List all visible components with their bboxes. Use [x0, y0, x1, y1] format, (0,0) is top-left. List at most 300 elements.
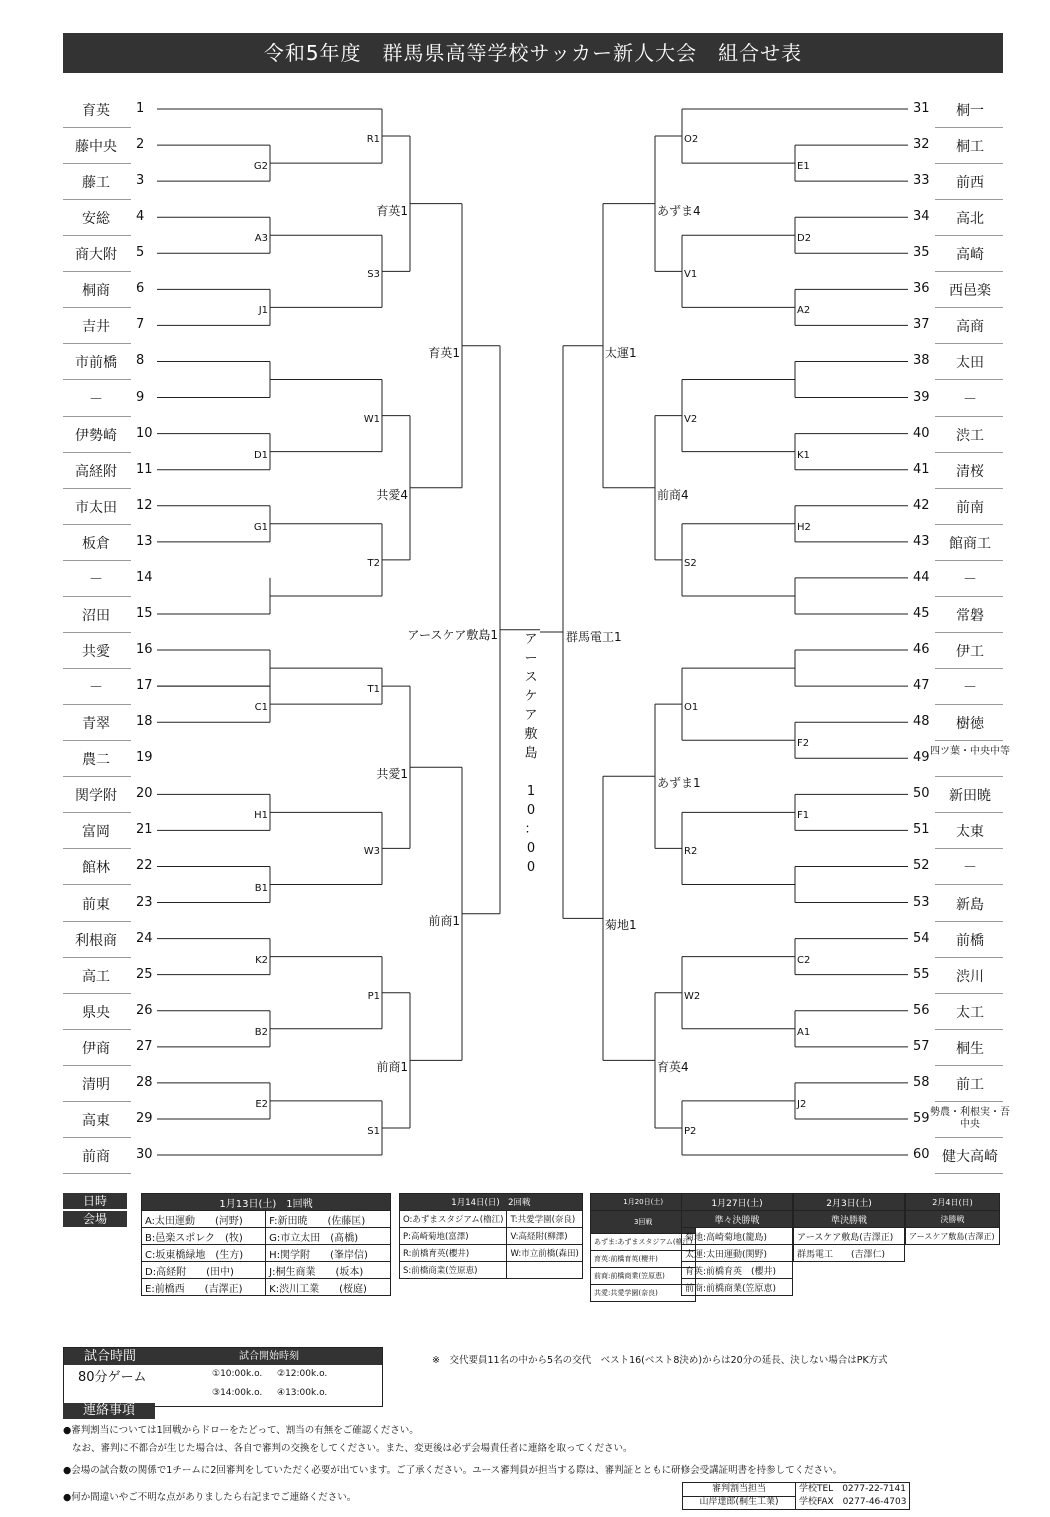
seed-number: 5: [136, 245, 145, 261]
team-name-left: －: [89, 571, 103, 588]
team-name-right: 西邑楽: [949, 283, 991, 300]
match-label-r2: W3: [363, 846, 380, 858]
day4-header: 1月27日(土): [682, 1194, 793, 1211]
team-name-right: 四ツ葉・中央中等: [930, 746, 1010, 758]
seed-number: 47: [913, 678, 930, 694]
venue-cell: R:前橋育英(櫻井): [400, 1245, 507, 1262]
row-separator: [935, 127, 1003, 128]
seed-number: 34: [913, 209, 930, 225]
final-time-char: ：: [524, 822, 538, 837]
match-label-r1: J1: [258, 305, 268, 317]
seed-number: 32: [913, 137, 930, 153]
seed-number: 2: [136, 137, 145, 153]
row-separator: [935, 488, 1003, 489]
row-separator: [935, 1029, 1003, 1030]
team-name-left: 富岡: [82, 824, 110, 841]
match-time-label: 試合時間: [64, 1348, 156, 1365]
row-separator: [935, 452, 1003, 453]
day6-header: 2月4日(日): [906, 1194, 1000, 1211]
row-separator: [63, 235, 131, 236]
row-separator: [63, 1065, 131, 1066]
venue-cell: C:坂東橋緑地 (生方): [142, 1245, 266, 1262]
team-name-right: 高北: [956, 211, 984, 228]
venue-cell: 育英:前橋育英 (櫻井): [682, 1262, 793, 1279]
note-line: ●会場の試合数の関係で1チームに2回審判をしていただく必要が出ています。ご了承ください。ユース審判員が担当する際は、審判証とともに研修会受講証明書を持参してください。: [63, 1465, 843, 1476]
match-label-r3: 共愛4: [376, 487, 408, 502]
row-separator: [63, 1029, 131, 1030]
match-duration: 80分ゲーム: [78, 1370, 147, 1385]
team-name-right: －: [963, 391, 977, 408]
row-separator: [63, 993, 131, 994]
team-name-left: 前東: [82, 896, 110, 913]
team-name-left: 農二: [82, 752, 110, 769]
day2-header: 1月14日(日) 2回戦: [400, 1194, 583, 1211]
seed-number: 11: [136, 461, 153, 477]
team-name-right: 高商: [956, 319, 984, 336]
team-name-left: －: [89, 680, 103, 697]
team-name-right: 太田: [956, 355, 984, 372]
contact-header: 連絡事項: [63, 1403, 155, 1419]
venue-cell: G:市立太田 (髙橋): [266, 1228, 391, 1245]
venue-cell: H:関学附 (峯岸信): [266, 1245, 391, 1262]
note-line: ●審判割当については1回戦からドローをたどって、割当の有無をご確認ください。: [63, 1425, 419, 1436]
final-venue-char: ア: [524, 632, 538, 647]
row-separator: [63, 776, 131, 777]
row-separator: [935, 524, 1003, 525]
schedule-day1: [141, 1193, 391, 1296]
row-separator: [63, 199, 131, 200]
team-name-left: 利根商: [75, 932, 117, 949]
venue-cell: O:あずまスタジアム(櫓江): [400, 1211, 507, 1228]
venue-cell: 育英:前橋育英(櫻井): [591, 1251, 696, 1268]
schedule-day6: [905, 1193, 1000, 1245]
final-venue-vertical: [520, 630, 542, 877]
team-name-right: 桐工: [956, 139, 984, 156]
seed-number: 49: [913, 750, 930, 766]
match-label-r2: O1: [684, 702, 699, 714]
seed-number: 30: [136, 1147, 153, 1163]
row-separator: [935, 884, 1003, 885]
team-name-right: 前西: [956, 175, 984, 192]
row-separator: [63, 704, 131, 705]
seed-number: 40: [913, 425, 930, 441]
team-name-right: 桐生: [956, 1040, 984, 1057]
row-separator: [935, 271, 1003, 272]
team-name-left: 桐商: [82, 283, 110, 300]
match-label-r3: あずま1: [657, 776, 701, 791]
venue-cell: E:前橋西 (吉澤正): [142, 1279, 266, 1296]
match-label-r2: V2: [684, 413, 698, 425]
seed-number: 14: [136, 569, 153, 585]
venue-cell: T:共愛学園(奈良): [507, 1211, 582, 1228]
row-separator: [63, 957, 131, 958]
team-name-right: 伊工: [956, 644, 984, 661]
venue-cell: K:渋川工業 (桜庭): [266, 1279, 391, 1296]
seed-number: 59: [913, 1110, 930, 1126]
final-venue-char: ケ: [524, 689, 538, 704]
seed-number: 13: [136, 533, 153, 549]
kickoff-slot: ①10:00k.o.: [212, 1369, 263, 1379]
row-separator: [935, 560, 1003, 561]
team-name-right: 渋川: [956, 968, 984, 985]
row-separator: [935, 1101, 1003, 1102]
seed-number: 36: [913, 281, 930, 297]
team-name-left: 伊勢崎: [75, 427, 117, 444]
team-name-right: 常磐: [956, 607, 984, 624]
seed-number: 45: [913, 605, 930, 621]
team-name-right: 前工: [956, 1076, 984, 1093]
seed-number: 58: [913, 1074, 930, 1090]
match-label-r3: 前商1: [376, 1060, 408, 1075]
semifinal-label-right: 群馬電工1: [566, 630, 622, 644]
row-separator: [63, 632, 131, 633]
seed-number: 43: [913, 533, 930, 549]
substitution-note: ※ 交代要員11名の中から5名の交代 ベスト16(ベスト8決め)からは20分の延長、決しない場合はPK方式: [432, 1355, 888, 1366]
seed-number: 24: [136, 930, 153, 946]
team-name-left: 藤工: [82, 175, 110, 192]
row-separator: [935, 632, 1003, 633]
team-name-right: 勢農・利根実・吾中央: [930, 1106, 1010, 1130]
seed-number: 21: [136, 822, 153, 838]
team-name-left: 安総: [82, 211, 110, 228]
team-name-right: －: [963, 680, 977, 697]
match-label-r2: W2: [684, 990, 701, 1002]
team-name-left: 沼田: [82, 607, 110, 624]
match-label-r2: O2: [684, 134, 699, 146]
venue-cell: 群馬電工 (吉澤仁): [794, 1245, 905, 1262]
row-separator: [935, 740, 1003, 741]
match-label-r1: D1: [253, 449, 268, 461]
team-name-left: 県央: [82, 1004, 110, 1021]
seed-number: 60: [913, 1147, 930, 1163]
seed-number: 19: [136, 750, 153, 766]
match-label-r2: T2: [367, 557, 380, 569]
seed-number: 27: [136, 1038, 153, 1054]
match-label-r1: D2: [797, 233, 812, 245]
date-label: 日時: [63, 1193, 127, 1209]
row-separator: [935, 416, 1003, 417]
row-separator: [63, 848, 131, 849]
venue-cell: J:桐生商業 (坂本): [266, 1262, 391, 1279]
row-separator: [63, 379, 131, 380]
team-name-right: 館商工: [949, 535, 991, 552]
seed-number: 29: [136, 1110, 153, 1126]
team-name-left: 高東: [82, 1112, 110, 1129]
seed-number: 56: [913, 1002, 930, 1018]
row-separator: [63, 452, 131, 453]
team-name-left: 関学附: [75, 788, 117, 805]
seed-number: 50: [913, 786, 930, 802]
team-name-right: 清桜: [956, 463, 984, 480]
team-name-right: 新田暁: [949, 788, 991, 805]
team-name-right: 渋工: [956, 427, 984, 444]
final-time-char: 0: [526, 841, 536, 856]
seed-number: 54: [913, 930, 930, 946]
seed-number: 9: [136, 389, 145, 405]
match-label-r2: S2: [684, 557, 697, 569]
final-venue-char: 島: [524, 746, 538, 761]
match-label-r3: あずま4: [657, 203, 701, 218]
match-label-r2: R1: [366, 134, 380, 146]
match-label-r1: F2: [797, 738, 810, 750]
team-name-right: 健大高崎: [942, 1149, 998, 1166]
seed-number: 16: [136, 642, 153, 658]
team-name-right: －: [963, 860, 977, 877]
row-separator: [63, 524, 131, 525]
final-time-char: 0: [526, 803, 536, 818]
row-separator: [63, 343, 131, 344]
venue-cell: アースケア敷島(吉澤正): [794, 1228, 905, 1245]
seed-number: 26: [136, 1002, 153, 1018]
match-label-r2: S3: [367, 269, 380, 281]
semifinal-label-left: アースケア敷島1: [407, 627, 498, 642]
seed-number: 28: [136, 1074, 153, 1090]
day4-sub: 準々決勝戦: [682, 1211, 793, 1228]
row-separator: [63, 668, 131, 669]
row-separator: [935, 668, 1003, 669]
seed-number: 1: [136, 101, 145, 116]
team-name-right: 前南: [956, 499, 984, 516]
row-separator: [935, 848, 1003, 849]
seed-number: 46: [913, 642, 930, 658]
match-label-r1: A3: [254, 233, 268, 245]
match-label-r1: G2: [253, 161, 268, 173]
seed-number: 35: [913, 245, 930, 261]
team-name-right: 太東: [956, 824, 984, 841]
row-separator: [63, 560, 131, 561]
team-name-right: 新島: [956, 896, 984, 913]
row-separator: [63, 596, 131, 597]
match-label-r4: 太運1: [605, 345, 637, 360]
match-label-r1: K1: [797, 449, 810, 461]
note-line: なお、審判に不都合が生じた場合は、各自で審判の交換をしてください。また、変更後は必ず会場責任者に連絡を取ってください。: [72, 1443, 633, 1454]
seed-number: 39: [913, 389, 930, 405]
team-name-right: 樹徳: [956, 716, 984, 733]
venue-cell: A:太田運動 (河野): [142, 1211, 266, 1228]
row-separator: [935, 1137, 1003, 1138]
venue-label: 会場: [63, 1211, 127, 1227]
seed-number: 6: [136, 281, 145, 297]
match-label-r3: 育英4: [657, 1060, 689, 1075]
row-separator: [63, 884, 131, 885]
day6-sub: 決勝戦: [906, 1211, 1000, 1228]
match-label-r1: E2: [255, 1098, 268, 1110]
seed-number: 33: [913, 173, 930, 189]
seed-number: 42: [913, 497, 930, 513]
schedule-day5: [793, 1193, 905, 1262]
team-name-left: 青翠: [82, 716, 110, 733]
team-name-left: 前商: [82, 1149, 110, 1166]
seed-number: 48: [913, 714, 930, 730]
team-name-left: 伊商: [82, 1040, 110, 1057]
day5-sub: 準決勝戦: [794, 1211, 905, 1228]
row-separator: [935, 379, 1003, 380]
seed-number: 8: [136, 353, 145, 369]
venue-cell: アースケア敷島(吉澤正): [906, 1228, 1000, 1245]
row-separator: [935, 1065, 1003, 1066]
seed-number: 17: [136, 678, 153, 694]
row-separator: [935, 307, 1003, 308]
match-label-r1: B1: [254, 882, 268, 894]
row-separator: [935, 993, 1003, 994]
match-label-r1: F1: [797, 810, 810, 822]
venue-cell: あずま:あずまスタジアム(櫓江): [591, 1234, 696, 1251]
day1-header: 1月13日(土) 1回戦: [142, 1194, 391, 1211]
venue-cell: B:邑楽スポレク (牧): [142, 1228, 266, 1245]
seed-number: 41: [913, 461, 930, 477]
seed-number: 22: [136, 858, 153, 874]
match-label-r3: 育英1: [376, 203, 408, 218]
team-name-left: 高経附: [75, 463, 117, 480]
team-name-right: －: [963, 571, 977, 588]
final-time-char: 1: [526, 784, 536, 799]
match-label-r1: A2: [797, 305, 811, 317]
match-label-r1: B2: [254, 1026, 268, 1038]
seed-number: 37: [913, 317, 930, 333]
referee-contact-box: [682, 1482, 910, 1510]
match-label-r1: G1: [253, 521, 268, 533]
final-venue-char: ス: [524, 670, 538, 685]
day3-header: 1月20日(土): [591, 1194, 696, 1211]
team-name-left: 商大附: [75, 247, 117, 264]
team-name-left: 板倉: [82, 535, 110, 552]
row-separator: [935, 343, 1003, 344]
team-name-right: 前橋: [956, 932, 984, 949]
row-separator: [935, 235, 1003, 236]
seed-number: 55: [913, 966, 930, 982]
team-name-left: 育英: [82, 103, 110, 119]
team-name-left: 高工: [82, 968, 110, 985]
kickoff-slot: ③14:00k.o.: [212, 1388, 263, 1398]
row-separator: [63, 307, 131, 308]
row-separator: [63, 1173, 131, 1174]
referee-contact-fax: 学校FAX 0277-46-4703: [799, 1497, 907, 1507]
team-name-right: 桐一: [956, 103, 984, 119]
seed-number: 4: [136, 209, 145, 225]
row-separator: [63, 488, 131, 489]
seed-number: 23: [136, 894, 153, 910]
final-time-char: 0: [526, 860, 536, 875]
seed-number: 52: [913, 858, 930, 874]
seed-number: 18: [136, 714, 153, 730]
match-label-r1: E1: [797, 161, 810, 173]
venue-cell: 前商:前橋商業(笠原恵): [682, 1279, 793, 1296]
match-label-r2: P2: [684, 1125, 697, 1137]
seed-number: 7: [136, 317, 145, 333]
team-name-left: 清明: [82, 1076, 110, 1093]
team-name-left: 市前橋: [75, 355, 117, 372]
seed-number: 44: [913, 569, 930, 585]
match-label-r1: H2: [797, 521, 811, 533]
row-separator: [935, 163, 1003, 164]
venue-cell: W:市立前橋(森田): [507, 1245, 582, 1262]
venue-cell: F:新田暁 (佐藤匡): [266, 1211, 391, 1228]
row-separator: [63, 1137, 131, 1138]
seed-number: 51: [913, 822, 930, 838]
final-venue-char: ー: [524, 651, 538, 666]
venue-cell: 太運:太田運動(関野): [682, 1245, 793, 1262]
row-separator: [935, 957, 1003, 958]
team-name-left: 吉井: [82, 319, 110, 336]
match-label-r4: 育英1: [428, 345, 460, 360]
seed-number: 38: [913, 353, 930, 369]
venue-cell: 前商:前橋商業(笠原恵): [591, 1268, 696, 1285]
row-separator: [935, 776, 1003, 777]
match-label-r2: S1: [367, 1125, 380, 1137]
venue-cell: 菊地:高崎菊地(籠島): [682, 1228, 793, 1245]
match-label-r1: C1: [254, 702, 268, 714]
venue-cell: 共愛:共愛学園(奈良): [591, 1285, 696, 1302]
match-label-r2: T1: [367, 684, 380, 696]
schedule-day2: [399, 1193, 583, 1279]
seed-number: 10: [136, 425, 153, 441]
match-label-r1: J2: [797, 1098, 807, 1110]
match-label-r2: R2: [684, 846, 698, 858]
row-separator: [63, 127, 131, 128]
team-name-right: 太工: [956, 1004, 984, 1021]
match-label-r3: 前商4: [657, 487, 689, 502]
venue-cell: P:高崎菊地(富澤): [400, 1228, 507, 1245]
seed-number: 15: [136, 605, 153, 621]
venue-cell: D:高経附 (田中): [142, 1262, 266, 1279]
venue-cell: S:前橋商業(笠原恵): [400, 1262, 507, 1279]
match-label-r3: 共愛1: [376, 767, 408, 782]
row-separator: [63, 271, 131, 272]
match-label-r2: P1: [367, 990, 380, 1002]
team-name-right: 高崎: [956, 247, 984, 264]
seed-number: 25: [136, 966, 153, 982]
team-name-left: －: [89, 391, 103, 408]
day3-sub: 3回戦: [591, 1211, 696, 1234]
note-line: ●何か間違いやご不明な点がありましたら右記までご連絡ください。: [63, 1492, 357, 1503]
team-name-left: 藤中央: [75, 139, 117, 156]
final-venue-char: ア: [524, 708, 538, 723]
team-name-left: 館林: [82, 860, 110, 877]
match-label-r4: 前商1: [428, 913, 460, 928]
page-title: 令和5年度 群馬県高等学校サッカー新人大会 組合せ表: [63, 33, 1003, 73]
referee-contact-title: 審判割当担当: [683, 1483, 796, 1497]
match-label-r4: 菊地1: [605, 918, 637, 933]
seed-number: 3: [136, 173, 145, 189]
row-separator: [935, 199, 1003, 200]
day5-header: 2月3日(土): [794, 1194, 905, 1211]
schedule-day4: [681, 1193, 793, 1296]
seed-number: 57: [913, 1038, 930, 1054]
row-separator: [63, 740, 131, 741]
row-separator: [935, 1173, 1003, 1174]
row-separator: [63, 163, 131, 164]
match-label-r1: A1: [797, 1026, 811, 1038]
seed-number: 20: [136, 786, 153, 802]
match-label-r1: C2: [797, 954, 811, 966]
row-separator: [935, 596, 1003, 597]
kickoff-slot: ②12:00k.o.: [277, 1369, 328, 1379]
row-separator: [63, 1101, 131, 1102]
match-label-r2: V1: [684, 269, 698, 281]
row-separator: [935, 812, 1003, 813]
row-separator: [63, 812, 131, 813]
seed-number: 12: [136, 497, 153, 513]
row-separator: [63, 416, 131, 417]
kickoff-slot: ④13:00k.o.: [277, 1388, 328, 1398]
referee-contact-tel: 学校TEL 0277-22-7141: [799, 1484, 906, 1494]
row-separator: [63, 921, 131, 922]
team-name-left: 市太田: [75, 499, 117, 516]
match-label-r1: H1: [254, 810, 268, 822]
team-name-left: 共愛: [82, 644, 110, 661]
row-separator: [935, 704, 1003, 705]
referee-contact-name: 山岸達郎(桐生工業): [683, 1496, 796, 1509]
